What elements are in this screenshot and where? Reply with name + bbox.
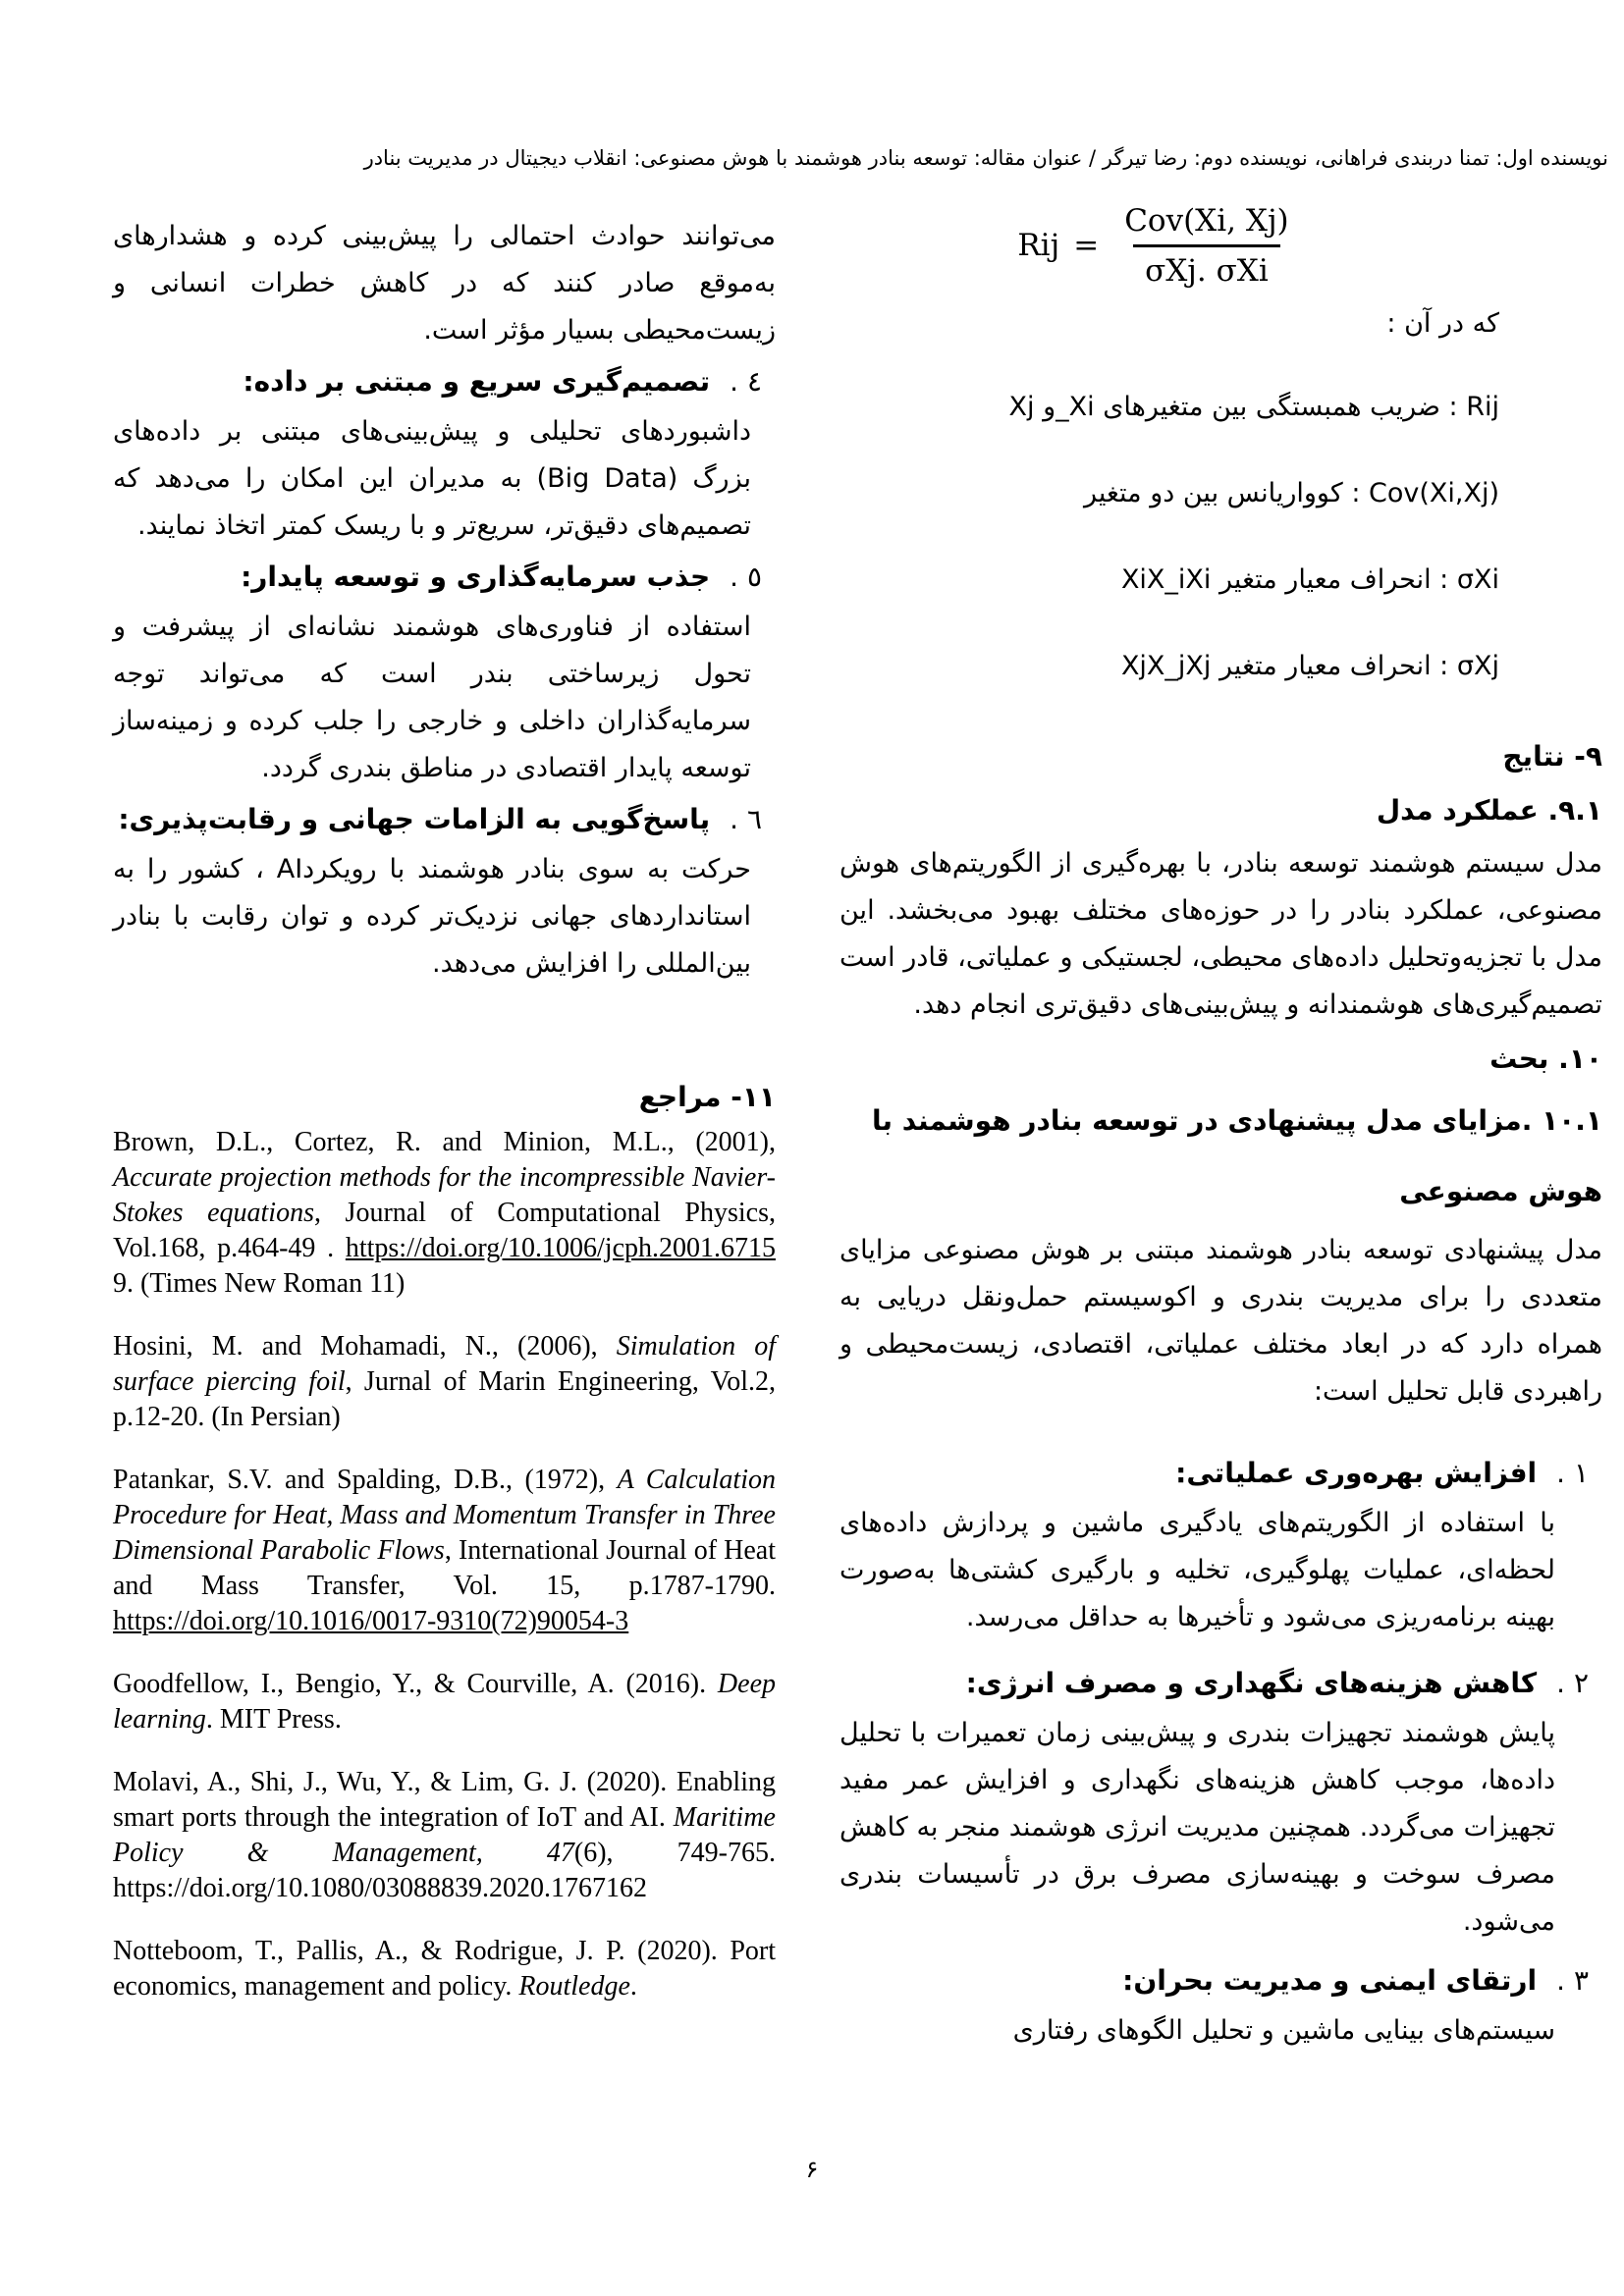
reference-text: Routledge <box>518 1971 630 2002</box>
list-item-4 <box>113 354 776 550</box>
list-item-title: ارتقای ایمنی و مدیریت بحران: <box>1122 1964 1538 1997</box>
reference-link[interactable]: https://doi.org/10.1016/0017-9310(72)90054-3 <box>113 1606 629 1636</box>
reference-text: , International Journal of Heat and Mass Transfer, Vol. 15, p.1787-1790. <box>113 1535 776 1601</box>
reference-text: Goodfellow, I., Bengio, Y., & Courville, A. (2016). <box>113 1669 718 1699</box>
paragraph-model-performance: مدل سیستم هوشمند توسعه بنادر، با بهره‌گیری از الگوریتم‌های هوش مصنوعی، عملکرد بنادر را در حوزه‌های مختلف بهبود می‌بخشد. این مدل با تجزیه‌وتحلیل داده‌های محیطی، لجستیکی و عملیاتی، قادر است تصمیم‌گیری‌های هوشمندانه و پیش‌بینی‌های دقیق‌تری انجام دهد. <box>839 848 1602 1020</box>
list-item-heading <box>113 792 776 846</box>
list-item-6 <box>113 792 776 988</box>
list-item-5 <box>113 550 776 792</box>
list-item-heading <box>839 1446 1602 1500</box>
list-item-title: جذب سرمایه‌گذاری و توسعه پایدار: <box>241 561 711 593</box>
reference-entry <box>113 1667 776 1737</box>
reference-text: . <box>629 1971 637 2002</box>
list-item-title: کاهش هزینه‌های نگهداری و مصرف انرژی: <box>965 1667 1538 1699</box>
list-item-heading <box>113 550 776 604</box>
reference-text: Brown, D.L., Cortez, R. and Minion, M.L., (2001), <box>113 1127 776 1157</box>
list-item-body: داشبوردهای تحلیلی و پیش‌بینی‌های مبتنی بر داده‌های بزرگ (Big Data) به مدیران این امکان را می‌دهد که تصمیم‌های دقیق‌تر، سریع‌تر و با ریسک کمتر اتخاذ نمایند. <box>113 416 752 541</box>
list-item-body: استفاده از فناوری‌های هوشمند نشانه‌ای از پیشرفت و تحول زیرساختی بندر است که می‌تواند توجه سرمایه‌گذاران داخلی و خارجی را جلب کرده و زمینه‌ساز توسعه پایدار اقتصادی در مناطق بندری گردد. <box>113 612 751 783</box>
list-item-heading <box>839 1656 1602 1710</box>
where-label: که در آن : <box>1386 308 1499 339</box>
section-title-results: ۹- نتایج <box>1502 740 1602 773</box>
reference-entry <box>113 1329 776 1435</box>
reference-text: , Journal of Computational Physics, Vol.168, p.464-49 . <box>113 1198 776 1263</box>
list-item-number: ٢ . <box>1556 1667 1589 1699</box>
list-item-number: ٤ . <box>730 365 762 398</box>
definition-sigma-xj: σXj : انحراف معیار متغیر XjX_jXj <box>1120 651 1499 681</box>
reference-entry <box>113 1934 776 2004</box>
reference-text: Deep learning <box>113 1669 776 1735</box>
reference-text: (6), 749-765. https://doi.org/10.1080/03088839.2020.1767162 <box>113 1838 776 1903</box>
list-item-body: حرکت به سوی بنادر هوشمند با رویکردAI ، کشور را به استانداردهای جهانی نزدیک‌تر کرده و توان رقابت با بنادر بین‌المللی را افزایش می‌دهد. <box>113 854 751 979</box>
correlation-formula <box>778 191 1541 299</box>
reference-text: Patankar, S.V. and Spalding, D.B., (1972), <box>113 1465 618 1495</box>
reference-text: , Jurnal of Marin Engineering, Vol.2, p.12-20. (In Persian) <box>113 1366 776 1432</box>
section-title-advantages: ۱۰.۱ .مزایای مدل پیشنهادی در توسعه بنادر هوشمند با هوش مصنوعی <box>872 1104 1602 1207</box>
reference-text: . MIT Press. <box>205 1704 342 1735</box>
list-item-number: ٦ . <box>730 803 762 835</box>
list-item-number: ١ . <box>1556 1457 1589 1489</box>
reference-text: Notteboom, T., Pallis, A., & Rodrigue, J. P. (2020). Port economics, management and policy. <box>113 1936 776 2002</box>
page-number: ۶ <box>805 2156 819 2183</box>
reference-link[interactable]: https://doi.org/10.1006/jcph.2001.6715 <box>345 1233 776 1263</box>
definition-cov: Cov(Xi,Xj) : کوواریانس بین دو متغیر <box>1083 478 1499 508</box>
formula-equals-sign: = <box>1073 228 1100 263</box>
list-item-2 <box>839 1656 1602 1946</box>
right-column <box>839 191 1602 2055</box>
left-column <box>113 191 776 2032</box>
formula-denominator: σXj. σXi <box>1133 244 1280 289</box>
list-item-heading <box>113 354 776 408</box>
list-item-number: ٥ . <box>730 561 762 593</box>
reference-entry <box>113 1125 776 1302</box>
reference-text: 9. (Times New Roman 11) <box>113 1268 406 1299</box>
list-item-3 <box>839 1953 1602 2055</box>
paragraph-advantages: مدل پیشنهادی توسعه بنادر هوشمند مبتنی بر هوش مصنوعی مزایای متعددی را برای مدیریت بندری و اکوسیستم حمل‌ونقل دریایی به همراه دارد که در ابعاد مختلف عملیاتی، اقتصادی، زیست‌محیطی و راهبردی قابل تحلیل است: <box>839 1235 1602 1407</box>
definition-rij: Rij : ضریب همبستگی بین متغیرهای Xi_و Xj <box>1008 392 1499 422</box>
reference-entry <box>113 1765 776 1906</box>
list-item-1 <box>839 1446 1602 1641</box>
reference-text: Maritime Policy & Management, 47 <box>113 1802 776 1868</box>
page-header: نویسنده اول: تمنا دربندی فراهانی، نویسنده دوم: رضا تیرگر / عنوان مقاله: توسعه بنادر هوشمند با هوش مصنوعی: انقلاب دیجیتال در مدیریت بنادر <box>363 146 1608 170</box>
list-item-body: با استفاده از الگوریتم‌های یادگیری ماشین و پردازش داده‌های لحظه‌ای، عملیات پهلوگیری، تخلیه و بارگیری کشتی‌ها به‌صورت بهینه برنامه‌ریزی می‌شود و تأخیرها به حداقل می‌رسد. <box>839 1508 1555 1632</box>
list-item-number: ٣ . <box>1556 1964 1589 1997</box>
list-item-body: پایش هوشمند تجهیزات بندری و پیش‌بینی زمان تعمیرات با تحلیل داده‌ها، موجب کاهش هزینه‌های نگهداری و افزایش عمر مفید تجهیزات می‌گردد. همچنین مدیریت انرژی هوشمند منجر به کاهش مصرف سوخت و بهینه‌سازی مصرف برق در تأسیسات بندری می‌شود. <box>839 1718 1555 1937</box>
section-title-model-performance: ۹.۱. عملکرد مدل <box>1376 794 1602 827</box>
references-section-title: ۱۱- مراجع <box>638 1081 776 1113</box>
reference-text: Hosini, M. and Mohamadi, N., (2006), <box>113 1331 617 1362</box>
reference-entry <box>113 1463 776 1639</box>
paragraph-warnings: می‌توانند حوادث احتمالی را پیش‌بینی کرده و هشدارهای به‌موقع صادر کنند که در کاهش خطرات انسانی و زیست‌محیطی بسیار مؤثر است. <box>113 221 776 346</box>
reference-text: Molavi, A., Shi, J., Wu, Y., & Lim, G. J. (2020). Enabling smart ports through the integration of IoT and AI. <box>113 1767 776 1833</box>
list-item-title: تصمیم‌گیری سریع و مبتنی بر داده: <box>243 365 711 398</box>
list-item-title: پاسخ‌گویی به الزامات جهانی و رقابت‌پذیری: <box>118 803 711 835</box>
formula-lhs: Rij <box>1017 228 1060 263</box>
list-item-heading <box>839 1953 1602 2007</box>
reference-text: Simulation of surface piercing foil <box>113 1331 776 1397</box>
list-item-title: افزایش بهره‌وری عملیاتی: <box>1175 1457 1538 1489</box>
list-item-body: سیستم‌های بینایی ماشین و تحلیل الگوهای رفتاری <box>1012 2015 1555 2046</box>
formula-fraction <box>1112 203 1300 289</box>
definition-sigma-xi: σXi : انحراف معیار متغیر XiX_iXi <box>1120 564 1499 595</box>
reference-text: A Calculation Procedure for Heat, Mass and Momentum Transfer in Three Dimensional Parabolic Flows <box>113 1465 776 1566</box>
formula-numerator: Cov(Xi, Xj) <box>1124 202 1289 239</box>
section-title-discussion: ۱۰. بحث <box>1489 1042 1602 1075</box>
reference-text: Accurate projection methods for the incompressible Navier-Stokes equations <box>113 1162 776 1228</box>
